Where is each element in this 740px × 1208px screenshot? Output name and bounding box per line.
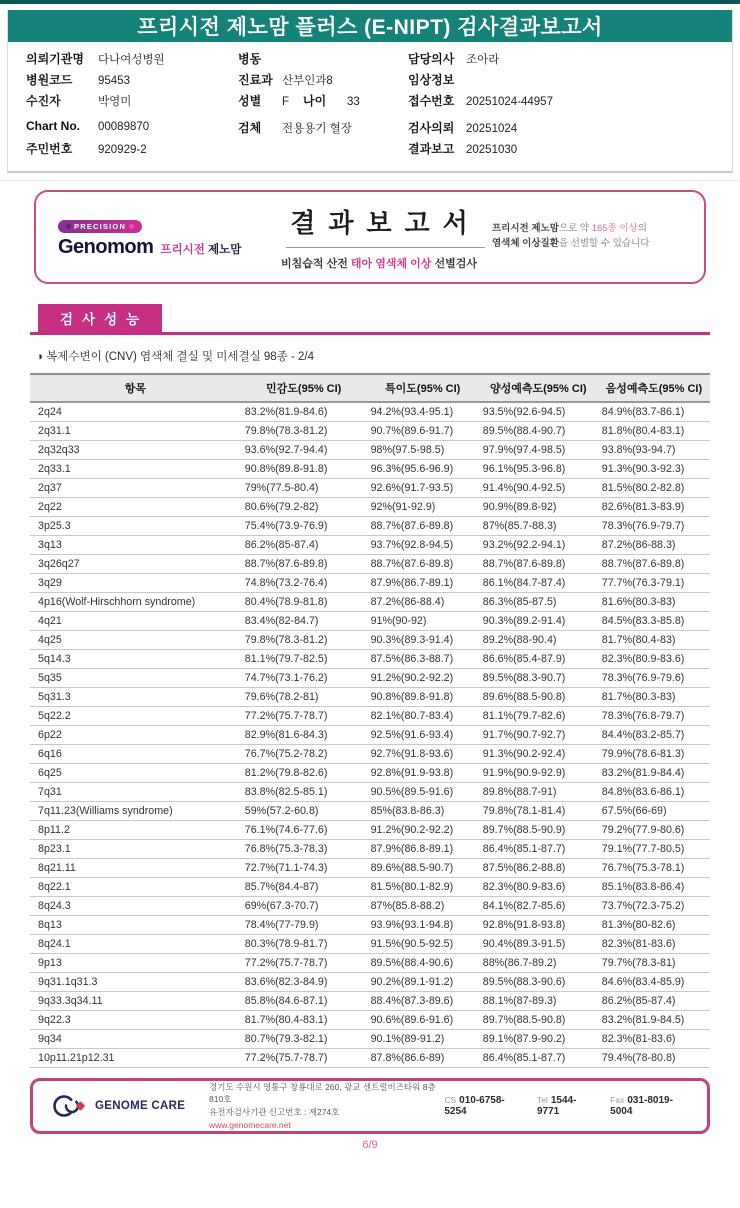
cell-region: 8p11.2 <box>30 821 241 840</box>
field-value: 다나여성병원 <box>98 54 165 66</box>
field-label: 임상정보 <box>408 73 455 87</box>
report-title-banner <box>8 10 732 42</box>
cell-sensitivity: 74.7%(73.1-76.2) <box>241 669 367 688</box>
cell-npv: 93.8%(93-94.7) <box>598 441 710 460</box>
cell-sensitivity: 59%(57.2-60.8) <box>241 802 367 821</box>
col-header-specificity: 특이도(95% CI) <box>367 374 479 402</box>
cell-region: 3q29 <box>30 574 241 593</box>
cell-specificity: 92.6%(91.7-93.5) <box>367 479 479 498</box>
page-number: 6/9 <box>362 1139 378 1151</box>
cell-region: 8q22.1 <box>30 878 241 897</box>
cell-specificity: 90.3%(89.3-91.4) <box>367 631 479 650</box>
genomecare-logo-icon <box>51 1091 89 1121</box>
cell-specificity: 89.5%(88.4-90.6) <box>367 954 479 973</box>
cell-specificity: 88.7%(87.6-89.8) <box>367 517 479 536</box>
cell-npv: 82.3%(80.9-83.6) <box>598 650 710 669</box>
cell-sensitivity: 83.6%(82.3-84.9) <box>241 973 367 992</box>
cell-sensitivity: 78.4%(77-79.9) <box>241 916 367 935</box>
cell-ppv: 89.8%(88.7-91) <box>479 783 598 802</box>
table-row <box>30 1011 710 1030</box>
cell-npv: 78.3%(76.8-79.7) <box>598 707 710 726</box>
table-row <box>30 1030 710 1049</box>
cell-specificity: 88.4%(87.3-89.6) <box>367 992 479 1011</box>
cell-region: 5q31.3 <box>30 688 241 707</box>
result-title: 결과보고서 <box>286 203 485 248</box>
table-row <box>30 574 710 593</box>
field-label: 주민번호 <box>26 142 73 156</box>
table-row <box>30 555 710 574</box>
cell-npv: 84.6%(83.4-85.9) <box>598 973 710 992</box>
cell-npv: 67.5%(66-69) <box>598 802 710 821</box>
field-value: 조아라 <box>466 54 500 66</box>
table-row <box>30 650 710 669</box>
field-label: 검사의뢰 <box>408 121 455 135</box>
cell-npv: 84.9%(83.7-86.1) <box>598 402 710 422</box>
section-title: 검사성능 <box>38 304 162 332</box>
cell-npv: 78.3%(76.9-79.6) <box>598 669 710 688</box>
field-value: F <box>282 96 290 108</box>
cell-ppv: 86.4%(85.1-87.7) <box>479 1049 598 1068</box>
table-row <box>30 935 710 954</box>
field-chart-no <box>26 119 238 140</box>
cell-ppv: 90.9%(89.8-92) <box>479 498 598 517</box>
table-row <box>30 726 710 745</box>
cell-sensitivity: 76.7%(75.2-78.2) <box>241 745 367 764</box>
cell-region: 8q13 <box>30 916 241 935</box>
table-row <box>30 840 710 859</box>
cell-specificity: 89.6%(88.5-90.7) <box>367 859 479 878</box>
field-value: 95453 <box>98 75 130 87</box>
cell-sensitivity: 74.8%(73.2-76.4) <box>241 574 367 593</box>
contact-info <box>444 1095 689 1117</box>
table-row <box>30 498 710 517</box>
cell-specificity: 90.7%(89.6-91.7) <box>367 422 479 441</box>
field-sex-age <box>238 92 408 113</box>
cell-specificity: 93.9%(93.1-94.8) <box>367 916 479 935</box>
cell-ppv: 87%(85.7-88.3) <box>479 517 598 536</box>
cell-npv: 83.2%(81.9-84.5) <box>598 1011 710 1030</box>
cell-sensitivity: 82.9%(81.6-84.3) <box>241 726 367 745</box>
table-row <box>30 764 710 783</box>
table-row <box>30 479 710 498</box>
cell-specificity: 90.8%(89.8-91.8) <box>367 688 479 707</box>
cell-ppv: 86.3%(85-87.5) <box>479 593 598 612</box>
cell-ppv: 91.7%(90.7-92.7) <box>479 726 598 745</box>
cell-region: 2q31.1 <box>30 422 241 441</box>
cell-npv: 83.2%(81.9-84.4) <box>598 764 710 783</box>
cell-npv: 79.2%(77.9-80.6) <box>598 821 710 840</box>
badge-label: PRECISION <box>74 221 127 231</box>
cell-sensitivity: 79%(77.5-80.4) <box>241 479 367 498</box>
field-resident-no <box>26 140 238 161</box>
cell-ppv: 89.6%(88.5-90.8) <box>479 688 598 707</box>
table-row <box>30 688 710 707</box>
cell-ppv: 88%(86.7-89.2) <box>479 954 598 973</box>
cell-region: 4p16(Wolf-Hirschhorn syndrome) <box>30 593 241 612</box>
cell-npv: 81.7%(80.4-83) <box>598 631 710 650</box>
footer <box>30 1078 710 1134</box>
cell-npv: 76.7%(75.3-78.1) <box>598 859 710 878</box>
cell-sensitivity: 81.1%(79.7-82.5) <box>241 650 367 669</box>
table-row <box>30 669 710 688</box>
field-institution <box>26 50 238 71</box>
cell-ppv: 96.1%(95.3-96.8) <box>479 460 598 479</box>
field-hospital-code <box>26 71 238 92</box>
field-doctor <box>408 50 732 71</box>
cell-ppv: 87.5%(86.2-88.8) <box>479 859 598 878</box>
table-row <box>30 897 710 916</box>
cell-region: 5q14.3 <box>30 650 241 669</box>
cell-ppv: 89.1%(87.9-90.2) <box>479 1030 598 1049</box>
cell-sensitivity: 79.6%(78.2-81) <box>241 688 367 707</box>
cell-sensitivity: 77.2%(75.7-78.7) <box>241 1049 367 1068</box>
cell-ppv: 86.4%(85.1-87.7) <box>479 840 598 859</box>
address-line1: 경기도 수원시 영통구 창룡대로 260, 광교 센트럴비즈타워 8층 810호 <box>209 1081 436 1105</box>
table-row <box>30 859 710 878</box>
cell-npv: 81.6%(80.3-83) <box>598 593 710 612</box>
brand-kr-accent: 프리시전 <box>160 243 205 256</box>
cell-sensitivity: 86.2%(85-87.4) <box>241 536 367 555</box>
cell-sensitivity: 83.8%(82.5-85.1) <box>241 783 367 802</box>
divider <box>0 180 740 181</box>
cell-region: 2q33.1 <box>30 460 241 479</box>
cell-region: 3q13 <box>30 536 241 555</box>
cell-specificity: 92.5%(91.6-93.4) <box>367 726 479 745</box>
cell-region: 2q22 <box>30 498 241 517</box>
cell-ppv: 90.4%(89.3-91.5) <box>479 935 598 954</box>
cell-region: 9q33.3q34.11 <box>30 992 241 1011</box>
cell-region: 2q37 <box>30 479 241 498</box>
cell-ppv: 88.7%(87.6-89.8) <box>479 555 598 574</box>
table-row <box>30 517 710 536</box>
cell-specificity: 90.5%(89.5-91.6) <box>367 783 479 802</box>
cell-region: 9p13 <box>30 954 241 973</box>
cell-specificity: 90.6%(89.6-91.6) <box>367 1011 479 1030</box>
cell-specificity: 98%(97.5-98.5) <box>367 441 479 460</box>
cell-specificity: 88.7%(87.6-89.8) <box>367 555 479 574</box>
cell-ppv: 89.7%(88.5-90.9) <box>479 821 598 840</box>
cell-npv: 81.5%(80.2-82.8) <box>598 479 710 498</box>
cell-ppv: 89.2%(88-90.4) <box>479 631 598 650</box>
field-specimen <box>238 119 408 140</box>
cell-specificity: 90.2%(89.1-91.2) <box>367 973 479 992</box>
cell-specificity: 91.2%(90.2-92.2) <box>367 669 479 688</box>
table-row <box>30 441 710 460</box>
cell-sensitivity: 80.6%(79.2-82) <box>241 498 367 517</box>
screening-note: 프리시전 제노맘으로 약 165종 이상의 염색체 이상질환을 선별할 수 있습니다 <box>492 223 650 249</box>
cell-specificity: 94.2%(93.4-95.1) <box>367 402 479 422</box>
section-header <box>30 304 710 335</box>
cell-region: 6q25 <box>30 764 241 783</box>
table-row <box>30 821 710 840</box>
field-value: 33 <box>347 96 360 108</box>
cell-npv: 79.7%(78.3-81) <box>598 954 710 973</box>
table-row <box>30 783 710 802</box>
table-row <box>30 422 710 441</box>
cell-sensitivity: 77.2%(75.7-78.7) <box>241 707 367 726</box>
cell-ppv: 91.4%(90.4-92.5) <box>479 479 598 498</box>
cell-specificity: 91%(90-92) <box>367 612 479 631</box>
cell-sensitivity: 83.4%(82-84.7) <box>241 612 367 631</box>
brand-kr-plain: 제노맘 <box>208 243 242 256</box>
cell-sensitivity: 80.4%(78.9-81.8) <box>241 593 367 612</box>
col-header-ppv: 양성예측도(95% CI) <box>479 374 598 402</box>
field-value: 전용용기 혈장 <box>282 123 352 135</box>
table-row <box>30 1049 710 1068</box>
col-header-sensitivity: 민감도(95% CI) <box>241 374 367 402</box>
company-address <box>209 1081 444 1132</box>
cell-npv: 86.2%(85-87.4) <box>598 992 710 1011</box>
cell-region: 5q22.2 <box>30 707 241 726</box>
cell-region: 9q34 <box>30 1030 241 1049</box>
cell-region: 6p22 <box>30 726 241 745</box>
result-subtitle: 비침습적 산전 태아 염색체 이상 선별검사 <box>281 258 477 270</box>
cell-npv: 78.3%(76.9-79.7) <box>598 517 710 536</box>
table-header <box>30 374 710 402</box>
cell-specificity: 82.1%(80.7-83.4) <box>367 707 479 726</box>
table-row <box>30 631 710 650</box>
cell-sensitivity: 79.8%(78.3-81.2) <box>241 631 367 650</box>
cell-sensitivity: 72.7%(71.1-74.3) <box>241 859 367 878</box>
cell-ppv: 89.5%(88.4-90.7) <box>479 422 598 441</box>
field-request-date <box>408 119 732 140</box>
field-label: 성별 <box>238 94 262 108</box>
cell-region: 8q24.3 <box>30 897 241 916</box>
contact-tel: Tel 1544-9771 <box>536 1095 577 1117</box>
cell-npv: 87.2%(86-88.3) <box>598 536 710 555</box>
cell-ppv: 82.3%(80.9-83.6) <box>479 878 598 897</box>
top-accent-strip <box>0 0 740 4</box>
field-department <box>238 71 408 92</box>
cell-ppv: 89.5%(88.3-90.6) <box>479 973 598 992</box>
field-label: 결과보고 <box>408 142 455 156</box>
cell-ppv: 86.6%(85.4-87.9) <box>479 650 598 669</box>
table-row <box>30 536 710 555</box>
result-report-box <box>34 190 706 284</box>
field-label: 접수번호 <box>408 94 455 108</box>
field-report-date <box>408 140 732 161</box>
cell-sensitivity: 79.8%(78.3-81.2) <box>241 422 367 441</box>
cell-npv: 79.1%(77.7-80.5) <box>598 840 710 859</box>
cell-npv: 81.8%(80.4-83.1) <box>598 422 710 441</box>
table-row <box>30 707 710 726</box>
brand-wordmark: Genomom <box>58 235 154 258</box>
field-value: 20251024 <box>466 123 518 135</box>
cell-ppv: 91.9%(90.9-92.9) <box>479 764 598 783</box>
table-row <box>30 612 710 631</box>
cell-specificity: 87.9%(86.8-89.1) <box>367 840 479 859</box>
cell-sensitivity: 85.7%(84.4-87) <box>241 878 367 897</box>
precision-badge <box>58 220 142 233</box>
genomom-logo <box>58 216 266 259</box>
cell-sensitivity: 75.4%(73.9-76.9) <box>241 517 367 536</box>
table-row <box>30 973 710 992</box>
cell-npv: 77.7%(76.3-79.1) <box>598 574 710 593</box>
cell-ppv: 91.3%(90.2-92.4) <box>479 745 598 764</box>
cell-ppv: 79.8%(78.1-81.4) <box>479 802 598 821</box>
field-value: 20251024-44957 <box>466 96 553 108</box>
table-row <box>30 916 710 935</box>
cell-region: 4q25 <box>30 631 241 650</box>
header-card <box>7 10 733 173</box>
cell-sensitivity: 85.8%(84.6-87.1) <box>241 992 367 1011</box>
patient-col-middle <box>238 50 408 161</box>
cell-sensitivity: 81.7%(80.4-83.1) <box>241 1011 367 1030</box>
cell-npv: 84.8%(83.6-86.1) <box>598 783 710 802</box>
table-row <box>30 402 710 422</box>
cell-ppv: 86.1%(84.7-87.4) <box>479 574 598 593</box>
cell-region: 9q22.3 <box>30 1011 241 1030</box>
contact-cs: CS 010-6758-5254 <box>444 1095 505 1117</box>
cell-region: 10p11.21p12.31 <box>30 1049 241 1068</box>
cell-npv: 81.3%(80-82.6) <box>598 916 710 935</box>
cell-sensitivity: 69%(67.3-70.7) <box>241 897 367 916</box>
badge-dot-icon <box>129 224 134 229</box>
cell-npv: 73.7%(72.3-75.2) <box>598 897 710 916</box>
cell-npv: 84.4%(83.2-85.7) <box>598 726 710 745</box>
cell-region: 8q24.1 <box>30 935 241 954</box>
cell-npv: 79.4%(78-80.8) <box>598 1049 710 1068</box>
cell-ppv: 84.1%(82.7-85.6) <box>479 897 598 916</box>
cell-sensitivity: 76.8%(75.3-78.3) <box>241 840 367 859</box>
cell-sensitivity: 81.2%(79.8-82.6) <box>241 764 367 783</box>
field-label: 병원코드 <box>26 73 73 87</box>
table-row <box>30 992 710 1011</box>
website-link[interactable]: www.genomecare.net <box>209 1119 291 1130</box>
cell-specificity: 81.5%(80.1-82.9) <box>367 878 479 897</box>
cell-sensitivity: 76.1%(74.6-77.6) <box>241 821 367 840</box>
cell-ppv: 93.5%(92.6-94.5) <box>479 402 598 422</box>
field-value: 00089870 <box>98 121 150 133</box>
cell-ppv: 92.8%(91.8-93.8) <box>479 916 598 935</box>
cell-region: 7q31 <box>30 783 241 802</box>
cell-region: 3q26q27 <box>30 555 241 574</box>
cell-sensitivity: 83.2%(81.9-84.6) <box>241 402 367 422</box>
patient-col-right <box>408 50 732 161</box>
field-label: 의뢰기관명 <box>26 52 84 66</box>
cell-region: 4q21 <box>30 612 241 631</box>
cell-specificity: 92.8%(91.9-93.8) <box>367 764 479 783</box>
cell-npv: 85.1%(83.8-86.4) <box>598 878 710 897</box>
page-title: 프리시전 제노맘 플러스 (E-NIPT) 검사결과보고서 <box>137 16 603 39</box>
patient-col-left <box>26 50 238 161</box>
cell-sensitivity: 80.7%(79.3-82.1) <box>241 1030 367 1049</box>
cell-ppv: 90.3%(89.2-91.4) <box>479 612 598 631</box>
cell-npv: 81.7%(80.3-83) <box>598 688 710 707</box>
brand-korean <box>160 241 241 257</box>
table-row <box>30 954 710 973</box>
cell-ppv: 89.7%(88.5-90.8) <box>479 1011 598 1030</box>
genomecare-logo <box>51 1091 209 1121</box>
table-row <box>30 593 710 612</box>
cell-region: 2q24 <box>30 402 241 422</box>
cell-specificity: 93.7%(92.8-94.5) <box>367 536 479 555</box>
field-patient-name <box>26 92 238 113</box>
cell-specificity: 91.5%(90.5-92.5) <box>367 935 479 954</box>
field-receipt-no <box>408 92 732 113</box>
field-value: 20251030 <box>466 144 518 156</box>
field-label: 병동 <box>238 52 262 66</box>
table-row <box>30 878 710 897</box>
cell-region: 9q31.1q31.3 <box>30 973 241 992</box>
table-caption: ◑ 복제수변이 (CNV) 염색체 결실 및 미세결실 98종 - 2/4 <box>36 351 314 363</box>
cell-npv: 82.3%(81-83.6) <box>598 935 710 954</box>
col-header-item: 항목 <box>30 374 241 402</box>
field-label: 진료과 <box>238 73 273 87</box>
cell-ppv: 81.1%(79.7-82.6) <box>479 707 598 726</box>
cell-region: 8q21.11 <box>30 859 241 878</box>
cell-ppv: 97.9%(97.4-98.5) <box>479 441 598 460</box>
cell-sensitivity: 80.3%(78.9-81.7) <box>241 935 367 954</box>
field-label: 수진자 <box>26 94 61 108</box>
cell-sensitivity: 93.6%(92.7-94.4) <box>241 441 367 460</box>
cell-specificity: 87.5%(86.3-88.7) <box>367 650 479 669</box>
cell-specificity: 90.1%(89-91.2) <box>367 1030 479 1049</box>
cell-npv: 82.3%(81-83.6) <box>598 1030 710 1049</box>
cell-npv: 91.3%(90.3-92.3) <box>598 460 710 479</box>
field-label: Chart No. <box>26 119 80 133</box>
table-row <box>30 460 710 479</box>
cell-region: 6q16 <box>30 745 241 764</box>
performance-table-body <box>30 402 710 1068</box>
cell-region: 3p25.3 <box>30 517 241 536</box>
field-label: 검체 <box>238 121 262 135</box>
cell-specificity: 85%(83.8-86.3) <box>367 802 479 821</box>
cell-sensitivity: 77.2%(75.7-78.7) <box>241 954 367 973</box>
cell-specificity: 91.2%(90.2-92.2) <box>367 821 479 840</box>
cell-ppv: 88.1%(87-89.3) <box>479 992 598 1011</box>
cell-region: 7q11.23(Williams syndrome) <box>30 802 241 821</box>
cell-specificity: 96.3%(95.6-96.9) <box>367 460 479 479</box>
cell-sensitivity: 88.7%(87.6-89.8) <box>241 555 367 574</box>
table-row <box>30 745 710 764</box>
result-title-block <box>266 203 492 271</box>
field-clinical-info <box>408 71 732 92</box>
cell-npv: 84.5%(83.3-85.8) <box>598 612 710 631</box>
cell-specificity: 92%(91-92.9) <box>367 498 479 517</box>
cell-specificity: 87.2%(86-88.4) <box>367 593 479 612</box>
field-value: 박영미 <box>98 96 132 108</box>
cell-sensitivity: 90.8%(89.8-91.8) <box>241 460 367 479</box>
field-label: 담당의사 <box>408 52 455 66</box>
field-value: 산부인과8 <box>282 75 333 87</box>
field-label: 나이 <box>303 94 327 108</box>
cell-npv: 79.9%(78.6-81.3) <box>598 745 710 764</box>
address-line2: 유전자검사기관 신고번호 : 제274호 <box>209 1107 340 1117</box>
table-row <box>30 802 710 821</box>
cell-npv: 82.6%(81.3-83.9) <box>598 498 710 517</box>
cell-region: 2q32q33 <box>30 441 241 460</box>
cell-specificity: 87%(85.8-88.2) <box>367 897 479 916</box>
cell-specificity: 87.9%(86.7-89.1) <box>367 574 479 593</box>
company-name: GENOME CARE <box>95 1100 186 1112</box>
cell-ppv: 93.2%(92.2-94.1) <box>479 536 598 555</box>
cell-specificity: 92.7%(91.8-93.6) <box>367 745 479 764</box>
cell-specificity: 87.8%(86.6-89) <box>367 1049 479 1068</box>
cell-ppv: 89.5%(88.3-90.7) <box>479 669 598 688</box>
badge-dot-icon <box>66 224 71 229</box>
col-header-npv: 음성예측도(95% CI) <box>598 374 710 402</box>
cell-region: 5q35 <box>30 669 241 688</box>
performance-table <box>30 373 710 1068</box>
field-value: 920929-2 <box>98 144 147 156</box>
cell-npv: 88.7%(87.6-89.8) <box>598 555 710 574</box>
cell-region: 8p23.1 <box>30 840 241 859</box>
patient-info-section <box>8 42 732 171</box>
field-ward <box>238 50 408 71</box>
contact-fax: Fax 031-8019-5004 <box>610 1095 673 1117</box>
